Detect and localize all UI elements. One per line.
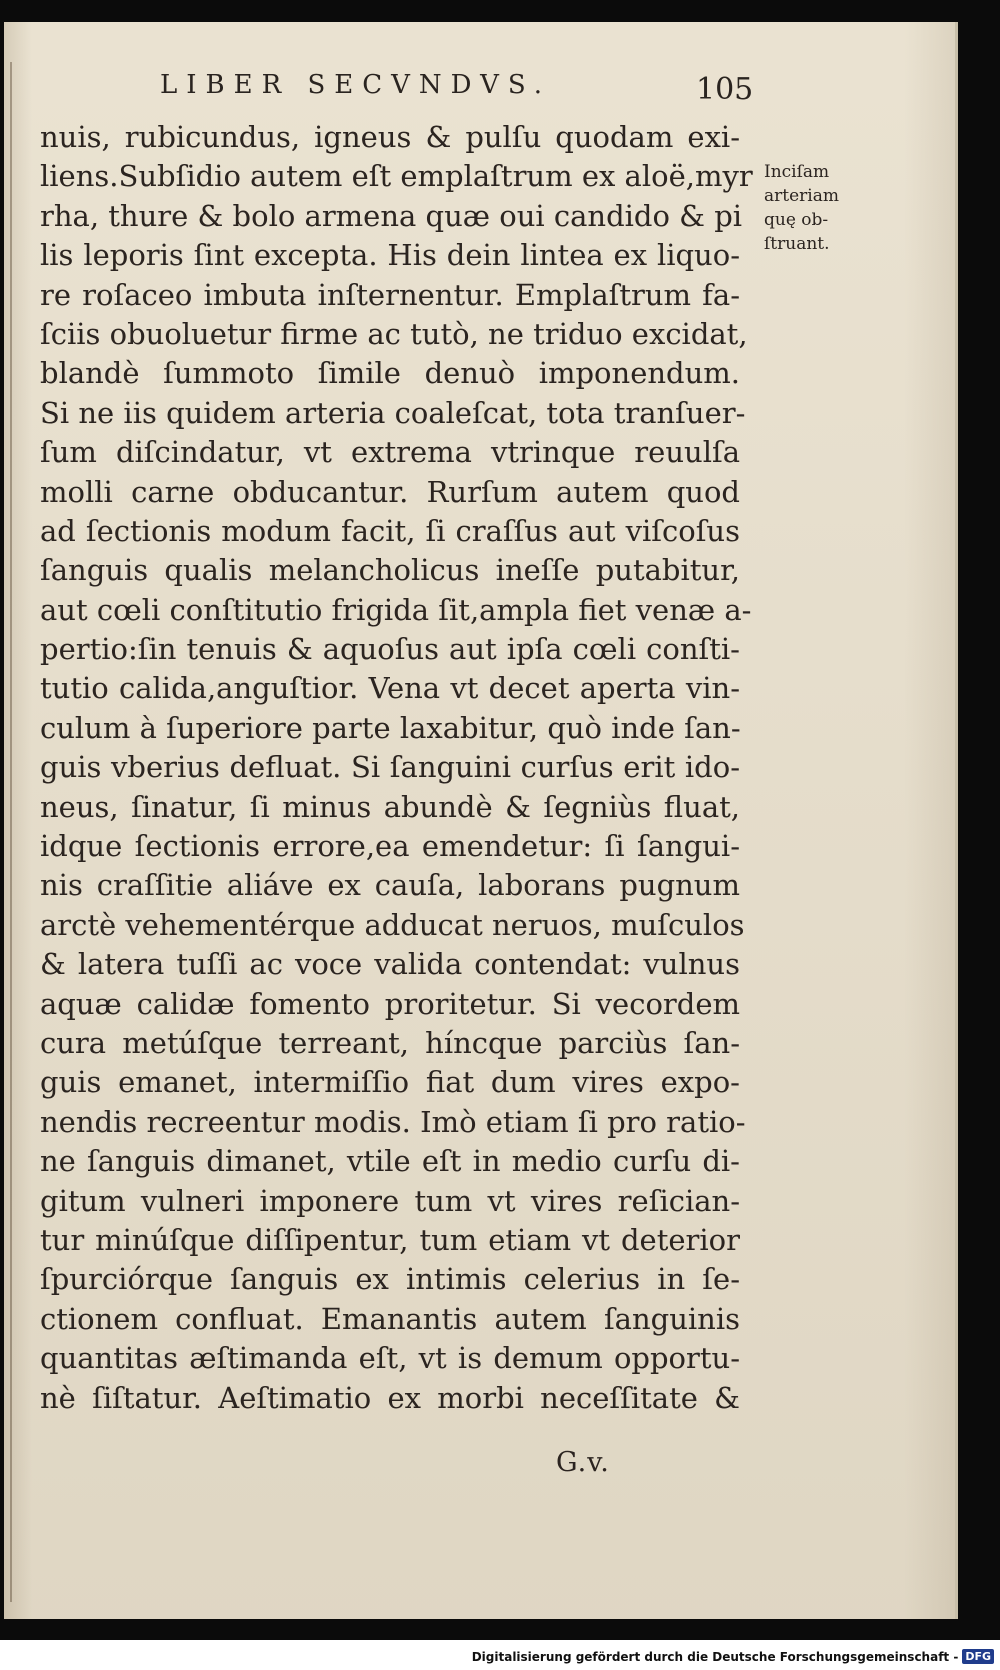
marginal-note <box>764 160 854 256</box>
text-line: cura metúſque terreant, híncque parciùs ſan- <box>40 1025 740 1060</box>
text-line: tutio calida,anguſtior. Vena vt decet aperta vin- <box>40 671 740 706</box>
body-text <box>40 118 753 1418</box>
text-line: aquæ calidæ fomento proritetur. Si vecordem <box>40 986 740 1021</box>
text-line: guis emanet, intermiſſio fiat dum vires expo- <box>40 1065 740 1100</box>
text-line: ne ſanguis dimanet, vtile eſt in medio curſu di- <box>40 1144 740 1179</box>
gutter-shadow <box>10 62 12 1602</box>
signature-mark: G.v. <box>556 1447 610 1478</box>
marginal-note-line: quę ob- <box>764 210 829 230</box>
text-line: quantitas æſtimanda eſt, vt is demum opportu- <box>40 1341 740 1376</box>
text-line: nè ſiſtatur. Aeſtimatio ex morbi neceſſitate & <box>40 1380 740 1415</box>
marginal-note-line: ſtruant. <box>764 234 830 254</box>
text-line: pertio:ſin tenuis & aquoſus aut ipſa cœli conſti- <box>40 632 740 667</box>
text-line: nuis, rubicundus, igneus & pulſu quodam exi- <box>40 120 740 154</box>
text-line: lis leporis ſint excepta. His dein lintea ex liquo- <box>40 238 740 273</box>
footer-text: Digitalisierung gefördert durch die Deutsche Forschungsgemeinschaft - <box>471 1649 959 1664</box>
marginal-note-line: arteriam <box>764 186 839 206</box>
text-line: nis craſſitie aliáve ex cauſa, laborans pugnum <box>40 868 740 903</box>
text-line: re roſaceo imbuta inſternentur. Emplaſtrum fa- <box>40 277 740 312</box>
text-line: ctionem confluat. Emanantis autem ſanguinis <box>40 1301 740 1336</box>
text-line: arctè vehementérque adducat neruos, muſculos <box>40 907 745 942</box>
text-line: liens.Subſidio autem eſt emplaſtrum ex aloë,myr <box>40 159 753 194</box>
text-line: neus, ſinatur, ſi minus abundè & ſegniùs fluat, <box>40 789 740 824</box>
text-line: aut cœli conſtitutio frigida ſit,ampla fiet venæ a- <box>40 592 752 627</box>
text-line: ad ſectionis modum facit, ſi craſſus aut viſcoſus <box>40 513 740 548</box>
text-line: ſpurciórque ſanguis ex intimis celerius in ſe- <box>40 1262 740 1297</box>
text-line: rha, thure & bolo armena quæ oui candido & pi <box>40 198 743 233</box>
running-head: LIBER SECVNDVS. <box>160 70 551 100</box>
footer-credit <box>472 1649 994 1664</box>
text-line: blandè ſummoto ſimile denuò imponendum. <box>40 356 740 391</box>
page-number: 105 <box>696 72 754 107</box>
marginal-note-line: Inciſam <box>764 162 830 182</box>
text-line: gitum vulneri imponere tum vt vires reſician- <box>40 1183 740 1218</box>
text-line: & latera tuſſi ac voce valida contendat: vulnus <box>40 947 740 982</box>
dfg-logo: DFG <box>962 1649 994 1664</box>
text-line: ſciis obuoluetur firme ac tutò, ne triduo excidat, <box>40 316 748 351</box>
text-line: culum à ſuperiore parte laxabitur, quò inde ſan- <box>40 710 741 745</box>
text-line: guis vberius defluat. Si ſanguini curſus erit ido- <box>40 750 740 785</box>
text-line: nendis recreentur modis. Imò etiam ſi pro ratio- <box>40 1104 746 1139</box>
text-line: idque ſectionis errore,ea emendetur: ſi ſangui- <box>40 829 740 864</box>
text-line: tur minúſque diſſipentur, tum etiam vt deterior <box>40 1222 740 1257</box>
text-line: ſum diſcindatur, vt extrema vtrinque reuulſa <box>40 435 740 470</box>
text-line: Si ne iis quidem arteria coaleſcat, tota tranſuer- <box>40 395 746 430</box>
text-line: ſanguis qualis melancholicus ineſſe putabitur, <box>40 553 740 588</box>
text-line: molli carne obducantur. Rurſum autem quod <box>40 474 740 509</box>
